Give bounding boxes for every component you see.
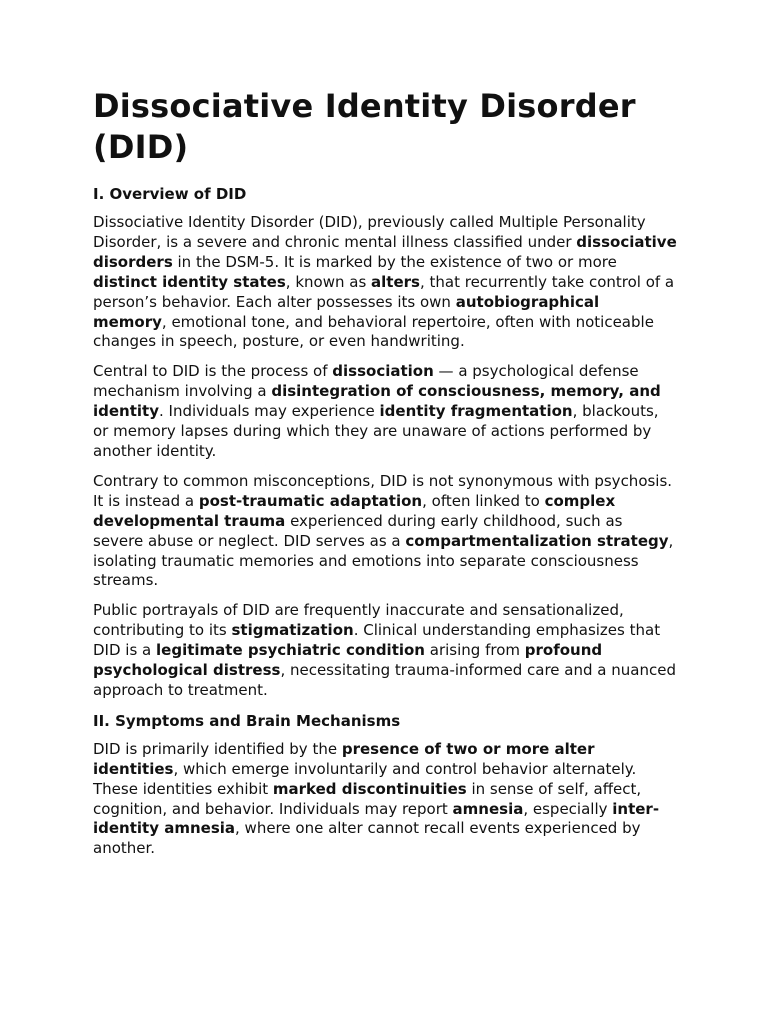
- bold-term: post-traumatic adaptation: [198, 491, 423, 510]
- text-run: , where one alter cannot recall events experienced by another.: [93, 819, 641, 858]
- text-run: , necessitating trauma-informed care and a nuanced approach to treatment.: [93, 661, 676, 699]
- bold-term: inter-identity amnesia: [93, 799, 660, 838]
- bold-term: alters: [371, 272, 420, 291]
- bold-term: amnesia: [452, 799, 524, 818]
- text-run: , which emerge involuntarily and control behavior alternately. These identities exhibit: [93, 759, 637, 798]
- text-run: , emotional tone, and behavioral repertoire, often with noticeable changes in speech, posture, or even handwriting.: [93, 312, 654, 351]
- text-run: arising from: [425, 641, 525, 660]
- text-run: , often linked to: [422, 491, 545, 510]
- document-page: [93, 86, 677, 869]
- bold-term: legitimate psychiatric condition: [156, 641, 425, 660]
- bold-term: presence of two or more alter identities: [93, 739, 595, 778]
- bold-term: dissociation: [332, 362, 434, 381]
- body-paragraph: [93, 740, 677, 859]
- text-run: . Individuals may experience: [159, 402, 380, 421]
- text-run: Contrary to common misconceptions, DID is not synonymous with psychosis. It is instead a: [93, 471, 673, 510]
- text-run: in the DSM-5. It is marked by the existence of two or more: [172, 252, 617, 271]
- text-run: Central to DID is the process of: [93, 362, 333, 381]
- bold-term: dissociative disorders: [93, 232, 677, 271]
- text-run: , isolating traumatic memories and emotions into separate consciousness streams.: [93, 531, 674, 590]
- section-heading: I. Overview of DID: [93, 185, 247, 203]
- bold-term: complex developmental trauma: [93, 491, 616, 530]
- bold-term: autobiographical memory: [93, 292, 600, 331]
- section-heading: II. Symptoms and Brain Mechanisms: [93, 711, 401, 730]
- document-title: Dissociative Identity Disorder (DID): [93, 87, 636, 166]
- text-run: Public portrayals of DID are frequently inaccurate and sensationalized, contributing to its: [93, 601, 624, 640]
- bold-term: stigmatization: [231, 621, 354, 640]
- bold-term: profound psychological distress: [93, 641, 603, 680]
- bold-term: disintegration of consciousness, memory, and identity: [93, 382, 661, 421]
- bold-term: compartmentalization strategy: [405, 531, 669, 550]
- body-paragraph: [93, 362, 677, 462]
- body-paragraph: [93, 601, 677, 701]
- bold-term: distinct identity states: [93, 272, 286, 291]
- text-run: experienced during early childhood, such as severe abuse or neglect. DID serves as a: [93, 511, 623, 550]
- body-paragraph: [93, 213, 677, 352]
- text-run: Dissociative Identity Disorder (DID), previously called Multiple Personality Disorder, is a severe and chronic mental illness classified under: [93, 213, 646, 251]
- text-run: in sense of self, affect, cognition, and behavior. Individuals may report: [93, 779, 642, 818]
- text-run: , especially: [523, 799, 613, 818]
- bold-term: marked discontinuities: [272, 779, 467, 798]
- bold-term: identity fragmentation: [379, 402, 573, 421]
- body-paragraph: [93, 472, 677, 591]
- text-run: , known as: [285, 272, 372, 291]
- text-run: . Clinical understanding emphasizes that DID is a: [93, 621, 661, 660]
- text-run: DID is primarily identified by the: [93, 739, 342, 758]
- document-body: [93, 184, 677, 859]
- text-run: , that recurrently take control of a person’s behavior. Each alter possesses its own: [93, 272, 675, 311]
- text-run: , blackouts, or memory lapses during which they are unaware of actions performed by another identity.: [93, 402, 659, 460]
- text-run: — a psychological defense mechanism involving a: [93, 362, 639, 401]
